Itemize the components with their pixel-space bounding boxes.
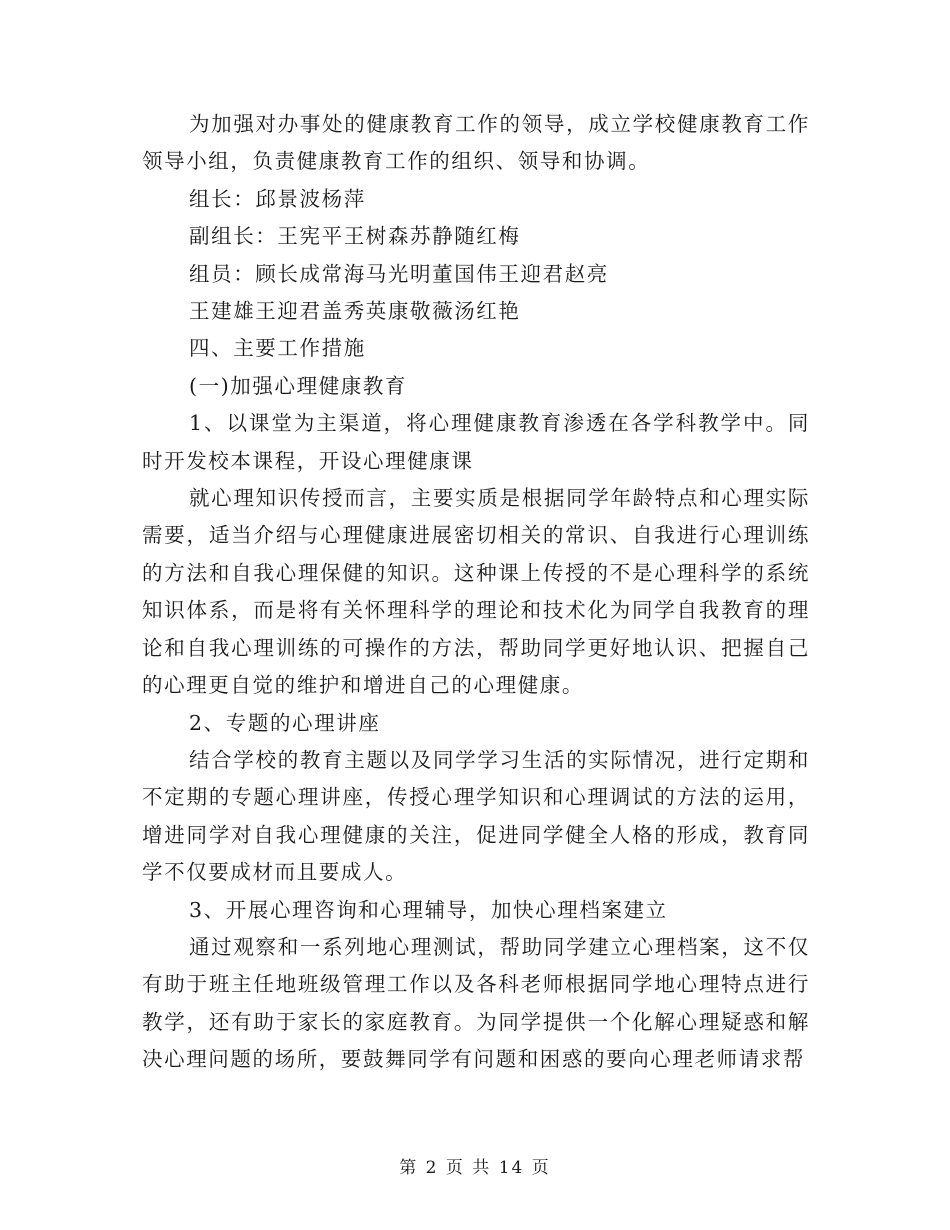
section-heading-main-measures: 四、主要工作措施 — [189, 336, 366, 361]
paragraph-item-2-heading: 2、专题的心理讲座 — [189, 710, 381, 735]
paragraph-lectures: 结合学校的教育主题以及同学学习生活的实际情况，进行定期和不定期的专题心理讲座，传授心理学知识和心理调试的方法的运用，增进同学对自我心理健康的关注，促进同学健全人格的形成，教育同学不仅要成材而且要成人。 — [142, 747, 810, 885]
paragraph-members-continued: 王建雄王迎君盖秀英康敬薇汤红艳 — [189, 299, 521, 324]
paragraph-leadership-intro: 为加强对办事处的健康教育工作的领导，成立学校健康教育工作领导小组，负责健康教育工作的组织、领导和协调。 — [142, 112, 810, 174]
paragraph-group-leader: 组长：邱景波杨萍 — [189, 186, 366, 211]
paragraph-knowledge-teaching: 就心理知识传授而言，主要实质是根据同学年龄特点和心理实际需要，适当介绍与心理健康进展密切相关的常识、自我进行心理训练的方法和自我心理保健的知识。这种课上传授的不是心理科学的系统知识体系，而是将有关怀理科学的理论和技术化为同学自我教育的理论和自我心理训练的可操作的方法，帮助同学更好地认识、把握自己的心理更自觉的维护和增进自己的心理健康。 — [142, 486, 810, 698]
subsection-heading-mental-health: (一)加强心理健康教育 — [189, 373, 408, 398]
paragraph-item-1-heading: 1、以课堂为主渠道，将心理健康教育渗透在各学科教学中。同时开发校本课程，开设心理健康课 — [142, 411, 810, 473]
paragraph-item-3-heading: 3、开展心理咨询和心理辅导，加快心理档案建立 — [189, 897, 668, 922]
paragraph-members: 组员：顾长成常海马光明董国伟王迎君赵亮 — [189, 261, 609, 286]
paragraph-counseling: 通过观察和一系列地心理测试，帮助同学建立心理档案，这不仅有助于班主任地班级管理工作以及各科老师根据同学地心理特点进行教学，还有助于家长的家庭教育。为同学提供一个化解心理疑惑和解决心理问题的场所，要鼓舞同学有问题和困惑的要向心理老师请求帮 — [142, 934, 810, 1072]
document-body — [142, 106, 810, 1079]
paragraph-deputy-leader: 副组长：王宪平王树森苏静随红梅 — [189, 224, 521, 249]
page-number-footer: 第 2 页 共 14 页 — [399, 1158, 551, 1178]
